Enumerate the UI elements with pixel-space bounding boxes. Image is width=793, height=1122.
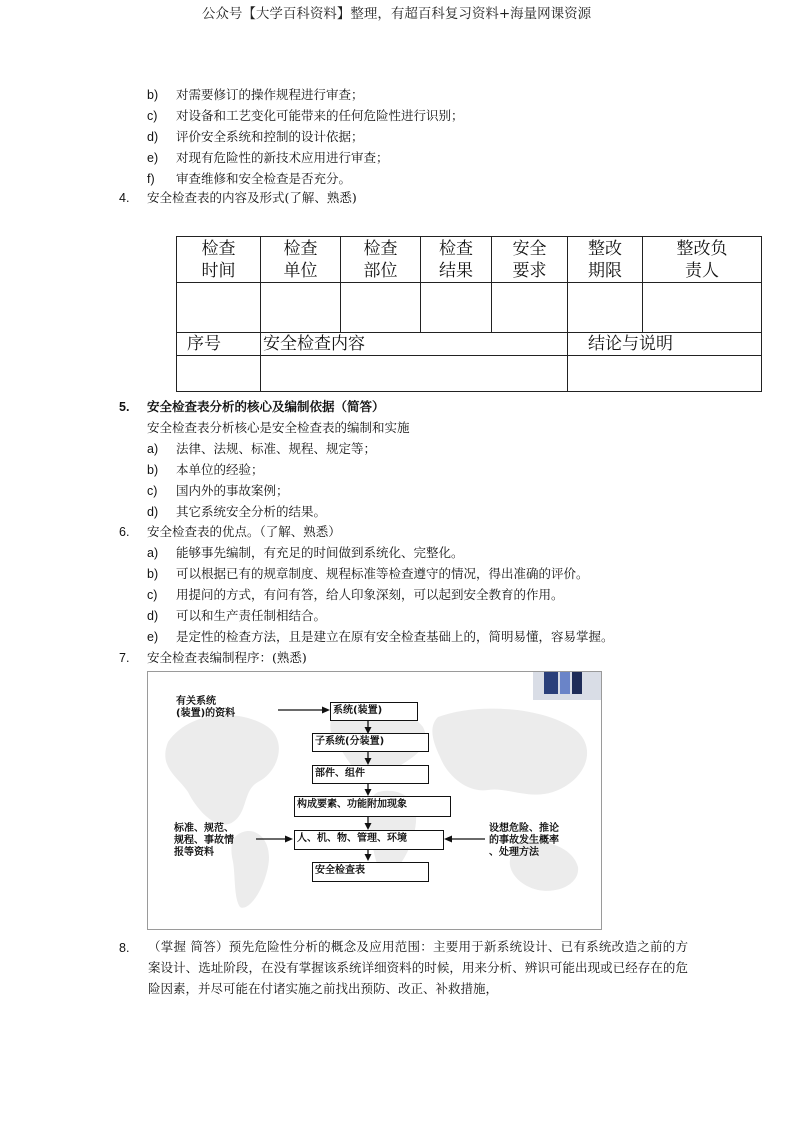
table-header-cell: 安全检查内容 <box>261 333 568 356</box>
table-header-cell: 整改 期限 <box>568 237 643 283</box>
standards-label: 标准、规范、 规程、事故情 报等资料 <box>174 823 234 858</box>
section-number: 8. <box>119 941 130 955</box>
table-cell <box>177 283 261 333</box>
list-item: c) 对设备和工艺变化可能带来的任何危险性进行识别； <box>147 108 464 123</box>
section-title: 安全检查表编制程序：(熟悉) <box>147 650 307 665</box>
section-paragraph: （掌握 简答）预先危险性分析的概念及应用范围：主要用于新系统设计、已有系统改造之前的方案设计、选址阶段，在没有掌握该系统详细资料的时候，用来分析、辨识可能出现或已经存在的危险因素，并尽可能在付诸实施之前找出预防、改正、补救措施， <box>148 939 688 996</box>
section-intro: 安全检查表分析核心是安全检查表的编制和实施 <box>147 420 410 435</box>
checklist-table <box>176 236 762 392</box>
subsystem-box: 子系统(分装置) <box>312 733 429 752</box>
checklist-box: 安全检查表 <box>312 862 429 882</box>
table-cell <box>261 283 341 333</box>
table-header-cell: 检查 结果 <box>421 237 492 283</box>
hazard-assumption-label: 设想危险、推论 的事故发生概率 、处理方法 <box>489 823 559 858</box>
table-cell <box>177 356 261 392</box>
flowchart <box>147 671 602 930</box>
section-title: 安全检查表分析的核心及编制依据（简答） <box>147 399 385 414</box>
list-item: d) 其它系统安全分析的结果。 <box>147 504 327 519</box>
table-header-cell: 检查 单位 <box>261 237 341 283</box>
system-box: 系统(装置) <box>330 702 418 721</box>
list-item: c) 国内外的事故案例； <box>147 483 289 498</box>
list-item: d) 可以和生产责任制相结合。 <box>147 608 327 623</box>
list-item: b) 对需要修订的操作规程进行审查； <box>147 87 364 102</box>
section-number: 7. <box>119 651 130 665</box>
list-item: b) 可以根据已有的规章制度、规程标准等检查遵守的情况，得出准确的评价。 <box>147 566 589 581</box>
list-item: a) 法律、法规、标准、规程、规定等； <box>147 441 377 456</box>
input-system-data-label: 有关系统 (装置)的资料 <box>176 696 236 719</box>
table-cell <box>568 356 762 392</box>
section-number: 5. <box>119 400 130 414</box>
table-header-cell: 序号 <box>177 333 261 356</box>
table-cell <box>341 283 421 333</box>
table-cell <box>568 283 643 333</box>
list-item: e) 是定性的检查方法，且是建立在原有安全检查基础上的，简明易懂，容易掌握。 <box>147 629 614 644</box>
list-item: b) 本单位的经验； <box>147 462 264 477</box>
section-number: 6. <box>119 525 130 539</box>
list-item: e) 对现有危险性的新技术应用进行审查； <box>147 150 389 165</box>
table-header-cell: 安全 要求 <box>492 237 568 283</box>
list-item: a) 能够事先编制，有充足的时间做到系统化、完整化。 <box>147 545 464 560</box>
section-title: 安全检查表的优点。（了解、熟悉） <box>147 524 341 539</box>
page-header: 公众号【大学百科资料】整理，有超百科复习资料+海量网课资源 <box>201 6 592 22</box>
component-box: 部件、组件 <box>312 765 429 784</box>
table-header-cell: 检查 时间 <box>177 237 261 283</box>
list-item: f) 审查维修和安全检查是否充分。 <box>147 171 352 186</box>
table-cell <box>421 283 492 333</box>
list-item: d) 评价安全系统和控制的设计依据； <box>147 129 364 144</box>
table-cell <box>261 356 568 392</box>
table-cell <box>643 283 762 333</box>
elements-box: 构成要素、功能附加现象 <box>294 796 451 817</box>
factors-box: 人、机、物、管理、环境 <box>294 830 444 850</box>
table-header-cell: 整改负 责人 <box>643 237 762 283</box>
section-number: 4. <box>119 191 130 205</box>
section-title: 安全检查表的内容及形式(了解、熟悉) <box>147 190 357 205</box>
list-item: c) 用提问的方式，有问有答，给人印象深刻，可以起到安全教育的作用。 <box>147 587 564 602</box>
table-header-cell: 检查 部位 <box>341 237 421 283</box>
table-header-cell: 结论与说明 <box>568 333 762 356</box>
table-cell <box>492 283 568 333</box>
